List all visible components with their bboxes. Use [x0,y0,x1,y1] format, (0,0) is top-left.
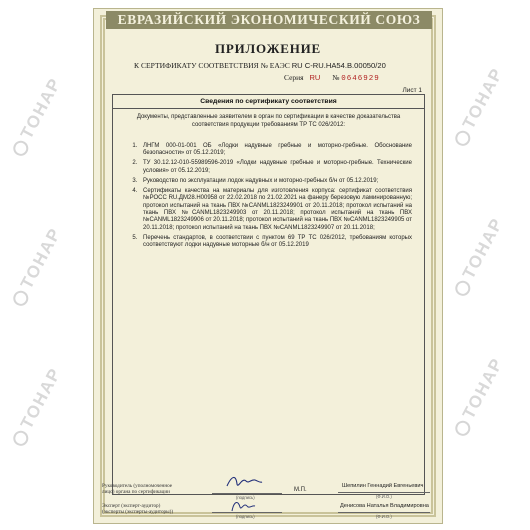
serial-label: № [332,73,340,82]
expert-name: Денисова Наталья Владимировна [340,503,429,509]
details-box [112,94,425,495]
watermark: ТОНАР [8,364,66,449]
head-signature-icon [224,471,264,491]
watermark: ТОНАР [450,64,508,149]
signature-hint: (подпись) [236,514,255,519]
certificate-reference [134,61,434,70]
expert-signature-line [212,512,282,513]
list-item: 3. Руководство по эксплуатации лодок надувных и моторно-гребных б/н от 05.12.2019; [139,178,412,185]
list-item: 2. ТУ 30.12.12-010-55989596-2019 «Лодки надувные гребные и моторно-гребные. Технические условия» от 05.12.2019; [139,160,412,175]
tonar-logo-icon [11,288,31,308]
certificate-page [93,8,443,524]
head-label: Руководитель (уполномоченное лицо) органа по сертификации [102,483,173,495]
serial-number: 0646929 [341,75,380,83]
head-name: Шепилин Геннадий Евгеньевич [342,483,424,489]
stamp-placeholder: М.П. [294,487,307,493]
page-title: ПРИЛОЖЕНИЕ [214,41,322,56]
signature-hint: (подпись) [236,495,255,500]
tonar-logo-icon [11,138,31,158]
tonar-logo-icon [453,278,473,298]
union-banner: ЕВРАЗИЙСКИЙ ЭКОНОМИЧЕСКИЙ СОЮЗ [106,11,432,29]
head-name-line [338,492,430,493]
series-row [284,73,380,83]
watermark: ТОНАР [450,354,508,439]
watermark: ТОНАР [450,214,508,299]
watermark: ТОНАР [8,224,66,309]
series-label: Серия [284,73,304,82]
list-item: 5. Перечень стандартов, в соответствии с пунктом 69 ТР ТС 026/2012, требованиям которых соответствуют лодки надувные моторные б/н от 05.12.2019 [139,235,412,250]
tonar-logo-icon [11,428,31,448]
list-item: 4. Сертификаты качества на материалы для изготовления корпуса: сертификат соответствия №РОСС RU.ДМ28.H00958 от 22.02.2018 по 21.02.2021 на фанеру березовую ламинированную; протокол испытаний на ткань ПВХ №CANML1823249901 от 20.11.2018; протокол испытаний на ткань ПВХ №CANML1823249903 от 20.11.2018; протокол испытаний на ткань ПВХ №CANML1823249906 от 20.11.2018; протокол испытаний на ткань ПВХ №CANML1823249905 от 20.11.2018; протокол испытаний на ткань ПВХ №CANML1823249907 от 20.11.2018; [139,188,412,232]
watermark: ТОНАР [8,74,66,159]
expert-name-line [338,512,430,513]
head-signature-line [212,493,282,494]
tonar-logo-icon [453,418,473,438]
certificate-number: RU C-RU.HA54.B.00050/20 [291,61,386,70]
document-list [117,143,412,250]
name-hint: (Ф.И.О.) [376,494,392,499]
series-code: RU [309,73,321,82]
expert-label: Эксперт (эксперт-аудитор) (эксперты (эксперты-аудиторы)) [102,503,174,515]
list-item: 1. ЛНГМ 000-01-001 ОБ «Лодки надувные гребные и моторно-гребные. Обоснование безопасности» от 05.12.2019; [139,143,412,158]
certificate-reference-prefix: К СЕРТИФИКАТУ СООТВЕТСТВИЯ № ЕАЭС [134,61,290,70]
intro-text: Документы, представленные заявителем в орган по сертификации в качестве доказательства соответствия продукции требованиям ТР ТС 026/2012: [136,114,401,128]
tonar-logo-icon [453,128,473,148]
name-hint: (Ф.И.О.) [376,514,392,519]
sheet-number: Лист 1 [402,87,422,94]
section-title: Сведения по сертификату соответствия [113,95,424,109]
